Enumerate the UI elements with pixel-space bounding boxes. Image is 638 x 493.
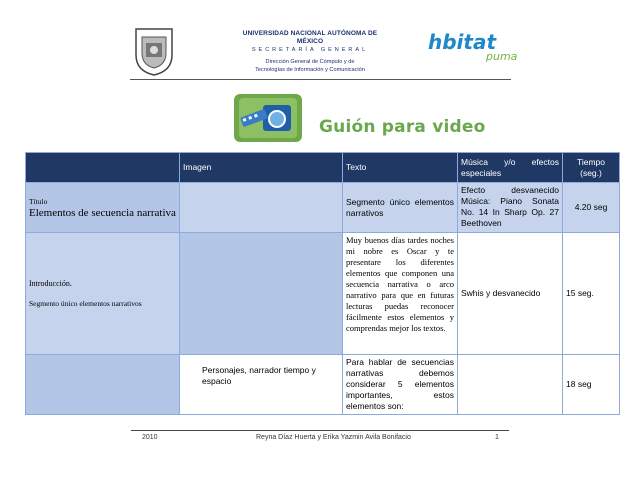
row1-imagen <box>180 183 343 233</box>
row3-imagen: Personajes, narrador tiempo y espacio <box>202 365 316 386</box>
row2-musica: Swhis y desvanecido <box>458 233 563 355</box>
header-cell-musica: Música y/o efectos especiales <box>458 153 563 183</box>
university-name: UNIVERSIDAD NACIONAL AUTÓNOMA DE MÉXICO <box>242 30 378 45</box>
document-title: Guión para video <box>319 117 486 137</box>
header-cell-imagen: Imagen <box>180 153 343 183</box>
row2-label-cell <box>26 233 180 355</box>
habitat-puma-logo <box>428 28 528 68</box>
row3-musica <box>458 355 563 415</box>
footer-rule <box>131 430 509 431</box>
video-camera-icon <box>233 93 303 143</box>
row1-label-big: Elementos de secuencia narrativa <box>29 206 176 219</box>
university-header <box>230 30 390 74</box>
row2-imagen <box>180 233 343 355</box>
row1-label-small: Título <box>29 196 48 206</box>
row1-tiempo: 4.20 seg <box>563 183 620 233</box>
row3-label <box>26 355 180 415</box>
row2-tiempo: 15 seg. <box>563 233 620 355</box>
row1-texto: Segmento único elementos narrativos <box>343 183 458 233</box>
row3-texto: Para hablar de secuencias narrativas debemos considerar 5 elementos importantes, estos elementos son: <box>343 355 458 415</box>
script-table <box>25 152 620 415</box>
table-row <box>26 355 620 415</box>
footer-page-number: 1 <box>495 434 499 441</box>
header-rule <box>130 79 511 80</box>
direccion-line-1: Dirección General de Cómputo y de <box>265 59 355 65</box>
row2-label-small: Segmento único elementos narrativos <box>29 299 142 308</box>
table-row <box>26 183 620 233</box>
header-cell-blank <box>26 153 180 183</box>
footer-authors: Reyna Díaz Huerta y Erika Yazmin Avila Bonifacio <box>256 434 411 441</box>
table-header-row <box>26 153 620 183</box>
row1-label-cell <box>26 183 180 233</box>
table-row <box>26 233 620 355</box>
header-cell-texto: Texto <box>343 153 458 183</box>
row2-texto: Muy buenos días tardes noches mi nobre es Oscar y te presentare los diferentes elementos que componen una secuencia narrativa o arco narrativo para que en futuras lecturas puedas reconocer fácilmente estos elementos y comprendas mejor los textos. <box>343 233 458 355</box>
row3-tiempo: 18 seg <box>563 355 620 415</box>
direccion-line-2: Tecnologías de Información y Comunicación <box>255 67 365 73</box>
footer-year: 2010 <box>142 434 158 441</box>
unam-seal-logo <box>132 25 176 77</box>
row3-imagen-cell <box>180 355 343 415</box>
logo-sub-text: puma <box>486 50 518 63</box>
row1-musica: Efecto desvanecido Música: Piano Sonata No. 14 In Sharp Op. 27 Beethoven <box>458 183 563 233</box>
header-cell-tiempo: Tiempo (seg.) <box>563 153 620 183</box>
logo-main-text: hbitat <box>428 30 497 54</box>
secretaria-general: SECRETARÍA GENERAL <box>251 47 369 53</box>
row2-label-big: Introducción. <box>29 279 72 288</box>
